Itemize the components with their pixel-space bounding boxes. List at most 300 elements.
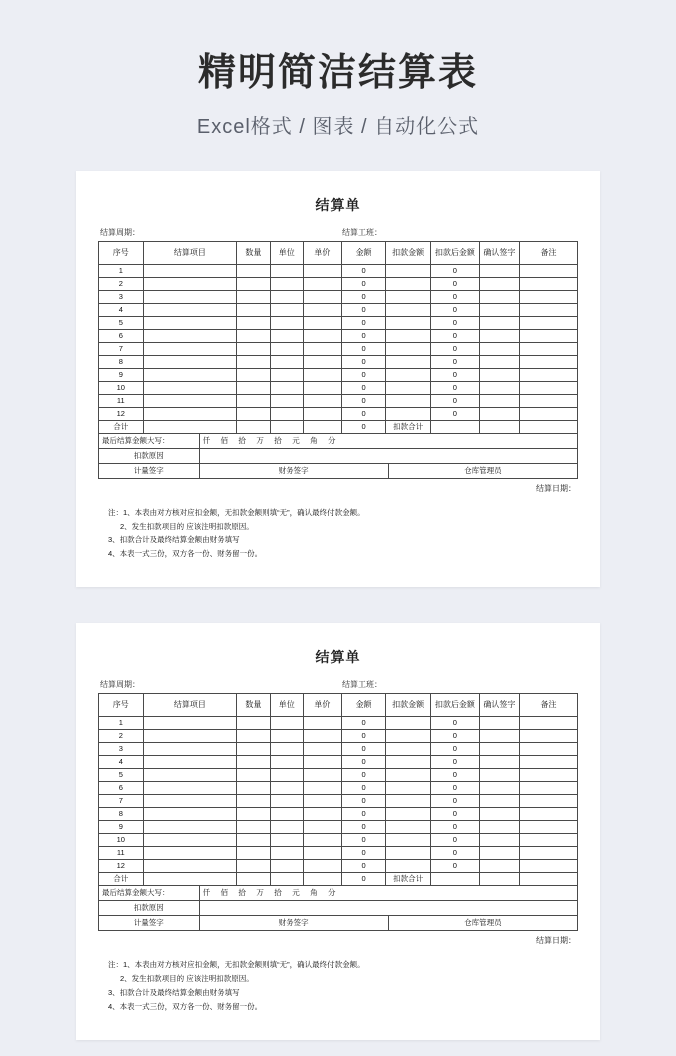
cell-deduction[interactable]	[386, 769, 431, 782]
capital-unit-fen: 分	[328, 435, 336, 445]
deduction-reason-value[interactable]	[199, 901, 577, 916]
cell-no: 3	[99, 290, 144, 303]
cell-qty[interactable]	[237, 782, 270, 795]
note-line-1: 注：1、本表由对方核对应扣金额，无扣款金额则填“无”，确认最终付款金额。	[108, 507, 365, 517]
col-header-unit: 单位	[270, 241, 303, 264]
cell-sign[interactable]	[479, 342, 519, 355]
col-header-after-deduction: 扣款后金额	[430, 241, 479, 264]
table-row	[99, 303, 578, 316]
table-row	[99, 808, 578, 821]
cell-amount: 0	[341, 769, 386, 782]
capital-unit-shi: 拾	[238, 435, 246, 445]
cell-deduction[interactable]	[386, 355, 431, 368]
col-header-price: 单价	[303, 694, 341, 717]
cell-amount: 0	[341, 355, 386, 368]
table-row	[99, 329, 578, 342]
cell-note[interactable]	[519, 795, 577, 808]
warehouse-signature-label[interactable]: 仓库管理员	[388, 463, 577, 478]
finance-signature-label[interactable]: 财务签字	[199, 463, 388, 478]
cell-after: 0	[430, 381, 479, 394]
cell-qty[interactable]	[237, 277, 270, 290]
cell-deduction[interactable]	[386, 860, 431, 873]
cell-note[interactable]	[519, 381, 577, 394]
cell-no: 11	[99, 394, 144, 407]
cell-item[interactable]	[143, 860, 237, 873]
cell-after: 0	[430, 303, 479, 316]
cell-after: 0	[430, 847, 479, 860]
cell-qty[interactable]	[237, 769, 270, 782]
cell-unit[interactable]	[270, 821, 303, 834]
cell-sign[interactable]	[479, 782, 519, 795]
deduction-reason-label: 扣款原因	[99, 901, 200, 916]
cell-deduction[interactable]	[386, 756, 431, 769]
total-qty-blank	[237, 873, 270, 886]
cell-after: 0	[430, 355, 479, 368]
cell-sign[interactable]	[479, 743, 519, 756]
cell-amount: 0	[341, 860, 386, 873]
table-row	[99, 782, 578, 795]
cell-no: 10	[99, 381, 144, 394]
cell-qty[interactable]	[237, 834, 270, 847]
capital-unit-qian: 仟	[202, 888, 211, 898]
cell-unit[interactable]	[270, 303, 303, 316]
cell-deduction[interactable]	[386, 290, 431, 303]
total-amount: 0	[341, 420, 386, 433]
cell-deduction[interactable]	[386, 717, 431, 730]
cell-after: 0	[430, 782, 479, 795]
table-row	[99, 316, 578, 329]
cell-item[interactable]	[143, 795, 237, 808]
cell-note[interactable]	[519, 730, 577, 743]
deduction-reason-value[interactable]	[199, 448, 577, 463]
cell-price[interactable]	[303, 342, 341, 355]
cell-qty[interactable]	[237, 355, 270, 368]
cell-price[interactable]	[303, 821, 341, 834]
cell-unit[interactable]	[270, 860, 303, 873]
cell-price[interactable]	[303, 834, 341, 847]
capital-amount-label: 最后结算金额大写：	[99, 886, 200, 901]
cell-sign[interactable]	[479, 847, 519, 860]
cell-sign[interactable]	[479, 808, 519, 821]
cell-qty[interactable]	[237, 847, 270, 860]
cell-qty[interactable]	[237, 316, 270, 329]
cell-unit[interactable]	[270, 407, 303, 420]
cell-deduction[interactable]	[386, 316, 431, 329]
cell-price[interactable]	[303, 847, 341, 860]
col-header-item: 结算项目	[143, 241, 237, 264]
cell-unit[interactable]	[270, 264, 303, 277]
cell-note[interactable]	[519, 342, 577, 355]
cell-note[interactable]	[519, 782, 577, 795]
table-row	[99, 381, 578, 394]
col-header-qty: 数量	[237, 694, 270, 717]
cell-qty[interactable]	[237, 860, 270, 873]
cell-qty[interactable]	[237, 743, 270, 756]
cell-unit[interactable]	[270, 394, 303, 407]
table-row	[99, 264, 578, 277]
capital-unit-qian: 仟	[202, 435, 211, 445]
cell-deduction[interactable]	[386, 847, 431, 860]
cell-after: 0	[430, 821, 479, 834]
page-title: 精明简洁结算表	[197, 52, 478, 94]
total-sign-blank	[479, 420, 519, 433]
cell-sign[interactable]	[479, 329, 519, 342]
meta-row	[98, 227, 578, 238]
cell-unit[interactable]	[270, 342, 303, 355]
cell-price[interactable]	[303, 303, 341, 316]
cell-no: 3	[99, 743, 144, 756]
cell-note[interactable]	[519, 860, 577, 873]
table-row	[99, 277, 578, 290]
cell-amount: 0	[341, 264, 386, 277]
total-qty-blank	[237, 420, 270, 433]
col-header-note: 备注	[519, 694, 577, 717]
cell-price[interactable]	[303, 355, 341, 368]
cell-price[interactable]	[303, 717, 341, 730]
cell-unit[interactable]	[270, 756, 303, 769]
cell-item[interactable]	[143, 782, 237, 795]
settlement-date-label: 结算日期：	[536, 483, 576, 493]
cell-unit[interactable]	[270, 795, 303, 808]
col-header-amount: 金额	[341, 694, 386, 717]
finance-signature-label[interactable]: 财务签字	[199, 916, 388, 931]
capital-amount-row	[99, 886, 578, 901]
cell-no: 1	[99, 264, 144, 277]
cell-note[interactable]	[519, 756, 577, 769]
table-row	[99, 368, 578, 381]
note-line-3: 3、扣款合计及最终结算金额由财务填写	[108, 535, 240, 545]
cell-price[interactable]	[303, 368, 341, 381]
total-item-blank	[143, 420, 237, 433]
capital-unit-shi: 拾	[238, 888, 246, 898]
cell-sign[interactable]	[479, 860, 519, 873]
cell-no: 4	[99, 303, 144, 316]
cell-deduction[interactable]	[386, 821, 431, 834]
cell-item[interactable]	[143, 847, 237, 860]
cell-no: 6	[99, 782, 144, 795]
cell-note[interactable]	[519, 277, 577, 290]
cell-item[interactable]	[143, 316, 237, 329]
cell-deduction[interactable]	[386, 329, 431, 342]
cell-price[interactable]	[303, 407, 341, 420]
cell-amount: 0	[341, 743, 386, 756]
cell-unit[interactable]	[270, 769, 303, 782]
cell-qty[interactable]	[237, 290, 270, 303]
meta-row	[98, 679, 578, 690]
cell-unit[interactable]	[270, 290, 303, 303]
settlement-sheet-1	[76, 171, 600, 588]
table-row	[99, 407, 578, 420]
cell-unit[interactable]	[270, 730, 303, 743]
cell-after: 0	[430, 329, 479, 342]
cell-amount: 0	[341, 730, 386, 743]
capital-unit-shi2: 拾	[274, 888, 282, 898]
cell-qty[interactable]	[237, 407, 270, 420]
deduction-reason-row	[99, 901, 578, 916]
cell-no: 2	[99, 730, 144, 743]
cell-item[interactable]	[143, 277, 237, 290]
cell-deduction[interactable]	[386, 782, 431, 795]
capital-amount-units[interactable]	[199, 433, 577, 448]
cell-deduction[interactable]	[386, 368, 431, 381]
cell-no: 2	[99, 277, 144, 290]
cell-qty[interactable]	[237, 795, 270, 808]
cell-after: 0	[430, 717, 479, 730]
cell-item[interactable]	[143, 821, 237, 834]
cell-price[interactable]	[303, 394, 341, 407]
cell-unit[interactable]	[270, 277, 303, 290]
cell-price[interactable]	[303, 730, 341, 743]
col-header-no: 序号	[99, 241, 144, 264]
cell-item[interactable]	[143, 394, 237, 407]
cell-sign[interactable]	[479, 355, 519, 368]
cell-deduction[interactable]	[386, 795, 431, 808]
cell-note[interactable]	[519, 717, 577, 730]
cell-no: 11	[99, 847, 144, 860]
cell-unit[interactable]	[270, 847, 303, 860]
cell-unit[interactable]	[270, 329, 303, 342]
table-row	[99, 756, 578, 769]
cell-sign[interactable]	[479, 316, 519, 329]
cell-item[interactable]	[143, 743, 237, 756]
cell-price[interactable]	[303, 756, 341, 769]
cell-qty[interactable]	[237, 303, 270, 316]
cell-note[interactable]	[519, 290, 577, 303]
capital-unit-jiao: 角	[310, 888, 318, 898]
cell-sign[interactable]	[479, 264, 519, 277]
cell-amount: 0	[341, 368, 386, 381]
cell-deduction[interactable]	[386, 407, 431, 420]
cell-deduction[interactable]	[386, 342, 431, 355]
cell-unit[interactable]	[270, 368, 303, 381]
cell-sign[interactable]	[479, 756, 519, 769]
table-header-row	[99, 694, 578, 717]
cell-deduction[interactable]	[386, 264, 431, 277]
capital-amount-units[interactable]	[199, 886, 577, 901]
cell-note[interactable]	[519, 847, 577, 860]
cell-sign[interactable]	[479, 277, 519, 290]
cell-price[interactable]	[303, 316, 341, 329]
cell-sign[interactable]	[479, 717, 519, 730]
col-header-note: 备注	[519, 241, 577, 264]
deduction-total-label: 扣款合计	[386, 420, 431, 433]
cell-note[interactable]	[519, 808, 577, 821]
settlement-sheet-2	[76, 623, 600, 1040]
cell-item[interactable]	[143, 342, 237, 355]
cell-price[interactable]	[303, 782, 341, 795]
period-label: 结算周期：	[100, 680, 140, 690]
table-row	[99, 860, 578, 873]
cell-deduction[interactable]	[386, 394, 431, 407]
cell-item[interactable]	[143, 834, 237, 847]
cell-amount: 0	[341, 821, 386, 834]
cell-sign[interactable]	[479, 303, 519, 316]
cell-item[interactable]	[143, 756, 237, 769]
cell-item[interactable]	[143, 329, 237, 342]
cell-price[interactable]	[303, 277, 341, 290]
settlement-lower-table	[98, 433, 578, 479]
total-price-blank	[303, 873, 341, 886]
cell-unit[interactable]	[270, 782, 303, 795]
table-row	[99, 730, 578, 743]
cell-qty[interactable]	[237, 381, 270, 394]
cell-price[interactable]	[303, 769, 341, 782]
cell-deduction[interactable]	[386, 277, 431, 290]
capital-unit-bai: 佰	[220, 888, 228, 898]
cell-unit[interactable]	[270, 834, 303, 847]
settlement-date-label: 结算日期：	[536, 936, 576, 946]
cell-price[interactable]	[303, 743, 341, 756]
cell-note[interactable]	[519, 329, 577, 342]
cell-no: 4	[99, 756, 144, 769]
cell-qty[interactable]	[237, 329, 270, 342]
cell-amount: 0	[341, 795, 386, 808]
cell-price[interactable]	[303, 795, 341, 808]
total-label: 合计	[99, 873, 144, 886]
cell-price[interactable]	[303, 381, 341, 394]
cell-price[interactable]	[303, 290, 341, 303]
table-row	[99, 355, 578, 368]
cell-qty[interactable]	[237, 821, 270, 834]
table-total-row	[99, 873, 578, 886]
deduction-total-label: 扣款合计	[386, 873, 431, 886]
cell-qty[interactable]	[237, 756, 270, 769]
col-header-no: 序号	[99, 694, 144, 717]
cell-sign[interactable]	[479, 407, 519, 420]
total-amount: 0	[341, 873, 386, 886]
document-title: 结算单	[315, 649, 361, 666]
cell-unit[interactable]	[270, 381, 303, 394]
total-item-blank	[143, 873, 237, 886]
cell-item[interactable]	[143, 290, 237, 303]
cell-price[interactable]	[303, 329, 341, 342]
cell-note[interactable]	[519, 394, 577, 407]
capital-unit-wan: 万	[256, 888, 264, 898]
total-after	[430, 420, 479, 433]
cell-after: 0	[430, 730, 479, 743]
cell-note[interactable]	[519, 264, 577, 277]
cell-sign[interactable]	[479, 821, 519, 834]
cell-qty[interactable]	[237, 342, 270, 355]
capital-unit-wan: 万	[256, 435, 264, 445]
cell-no: 12	[99, 407, 144, 420]
cell-price[interactable]	[303, 860, 341, 873]
cell-unit[interactable]	[270, 316, 303, 329]
cell-sign[interactable]	[479, 381, 519, 394]
cell-after: 0	[430, 277, 479, 290]
note-line-1: 注：1、本表由对方核对应扣金额，无扣款金额则填“无”，确认最终付款金额。	[108, 960, 365, 970]
cell-qty[interactable]	[237, 808, 270, 821]
warehouse-signature-label[interactable]: 仓库管理员	[388, 916, 577, 931]
signature-row	[99, 463, 578, 478]
cell-sign[interactable]	[479, 394, 519, 407]
cell-note[interactable]	[519, 834, 577, 847]
table-row	[99, 821, 578, 834]
col-header-deduction: 扣款金额	[386, 694, 431, 717]
cell-no: 5	[99, 769, 144, 782]
cell-unit[interactable]	[270, 717, 303, 730]
total-after	[430, 873, 479, 886]
total-note-blank	[519, 873, 577, 886]
cell-qty[interactable]	[237, 730, 270, 743]
table-total-row	[99, 420, 578, 433]
cell-note[interactable]	[519, 316, 577, 329]
cell-sign[interactable]	[479, 730, 519, 743]
cell-sign[interactable]	[479, 769, 519, 782]
cell-qty[interactable]	[237, 717, 270, 730]
total-label: 合计	[99, 420, 144, 433]
table-row	[99, 795, 578, 808]
cell-unit[interactable]	[270, 808, 303, 821]
cell-item[interactable]	[143, 264, 237, 277]
cell-deduction[interactable]	[386, 381, 431, 394]
measure-signature-label[interactable]: 计量签字	[99, 463, 200, 478]
cell-sign[interactable]	[479, 834, 519, 847]
cell-deduction[interactable]	[386, 808, 431, 821]
table-row	[99, 290, 578, 303]
cell-amount: 0	[341, 834, 386, 847]
page-header	[0, 0, 676, 139]
cell-note[interactable]	[519, 743, 577, 756]
cell-item[interactable]	[143, 769, 237, 782]
cell-after: 0	[430, 834, 479, 847]
cell-note[interactable]	[519, 303, 577, 316]
cell-price[interactable]	[303, 264, 341, 277]
capital-unit-yuan: 元	[292, 435, 300, 445]
note-line-4: 4、本表一式三份，双方各一份、财务留一份。	[108, 549, 263, 559]
document-title: 结算单	[315, 196, 361, 213]
cell-item[interactable]	[143, 808, 237, 821]
cell-item[interactable]	[143, 381, 237, 394]
cell-amount: 0	[341, 407, 386, 420]
cell-deduction[interactable]	[386, 834, 431, 847]
settlement-table	[98, 241, 578, 434]
cell-note[interactable]	[519, 769, 577, 782]
cell-item[interactable]	[143, 368, 237, 381]
cell-sign[interactable]	[479, 290, 519, 303]
cell-note[interactable]	[519, 368, 577, 381]
cell-note[interactable]	[519, 407, 577, 420]
cell-qty[interactable]	[237, 368, 270, 381]
cell-item[interactable]	[143, 717, 237, 730]
capital-unit-fen: 分	[328, 888, 336, 898]
cell-item[interactable]	[143, 303, 237, 316]
cell-item[interactable]	[143, 355, 237, 368]
cell-qty[interactable]	[237, 264, 270, 277]
cell-deduction[interactable]	[386, 743, 431, 756]
cell-unit[interactable]	[270, 743, 303, 756]
cell-sign[interactable]	[479, 368, 519, 381]
cell-after: 0	[430, 743, 479, 756]
cell-note[interactable]	[519, 821, 577, 834]
cell-sign[interactable]	[479, 795, 519, 808]
col-header-amount: 金额	[341, 241, 386, 264]
settlement-table	[98, 693, 578, 886]
cell-deduction[interactable]	[386, 730, 431, 743]
cell-item[interactable]	[143, 730, 237, 743]
cell-note[interactable]	[519, 355, 577, 368]
cell-amount: 0	[341, 381, 386, 394]
measure-signature-label[interactable]: 计量签字	[99, 916, 200, 931]
cell-unit[interactable]	[270, 355, 303, 368]
col-header-sign: 确认签字	[479, 241, 519, 264]
table-row	[99, 394, 578, 407]
cell-qty[interactable]	[237, 394, 270, 407]
cell-item[interactable]	[143, 407, 237, 420]
cell-after: 0	[430, 394, 479, 407]
cell-price[interactable]	[303, 808, 341, 821]
cell-deduction[interactable]	[386, 303, 431, 316]
